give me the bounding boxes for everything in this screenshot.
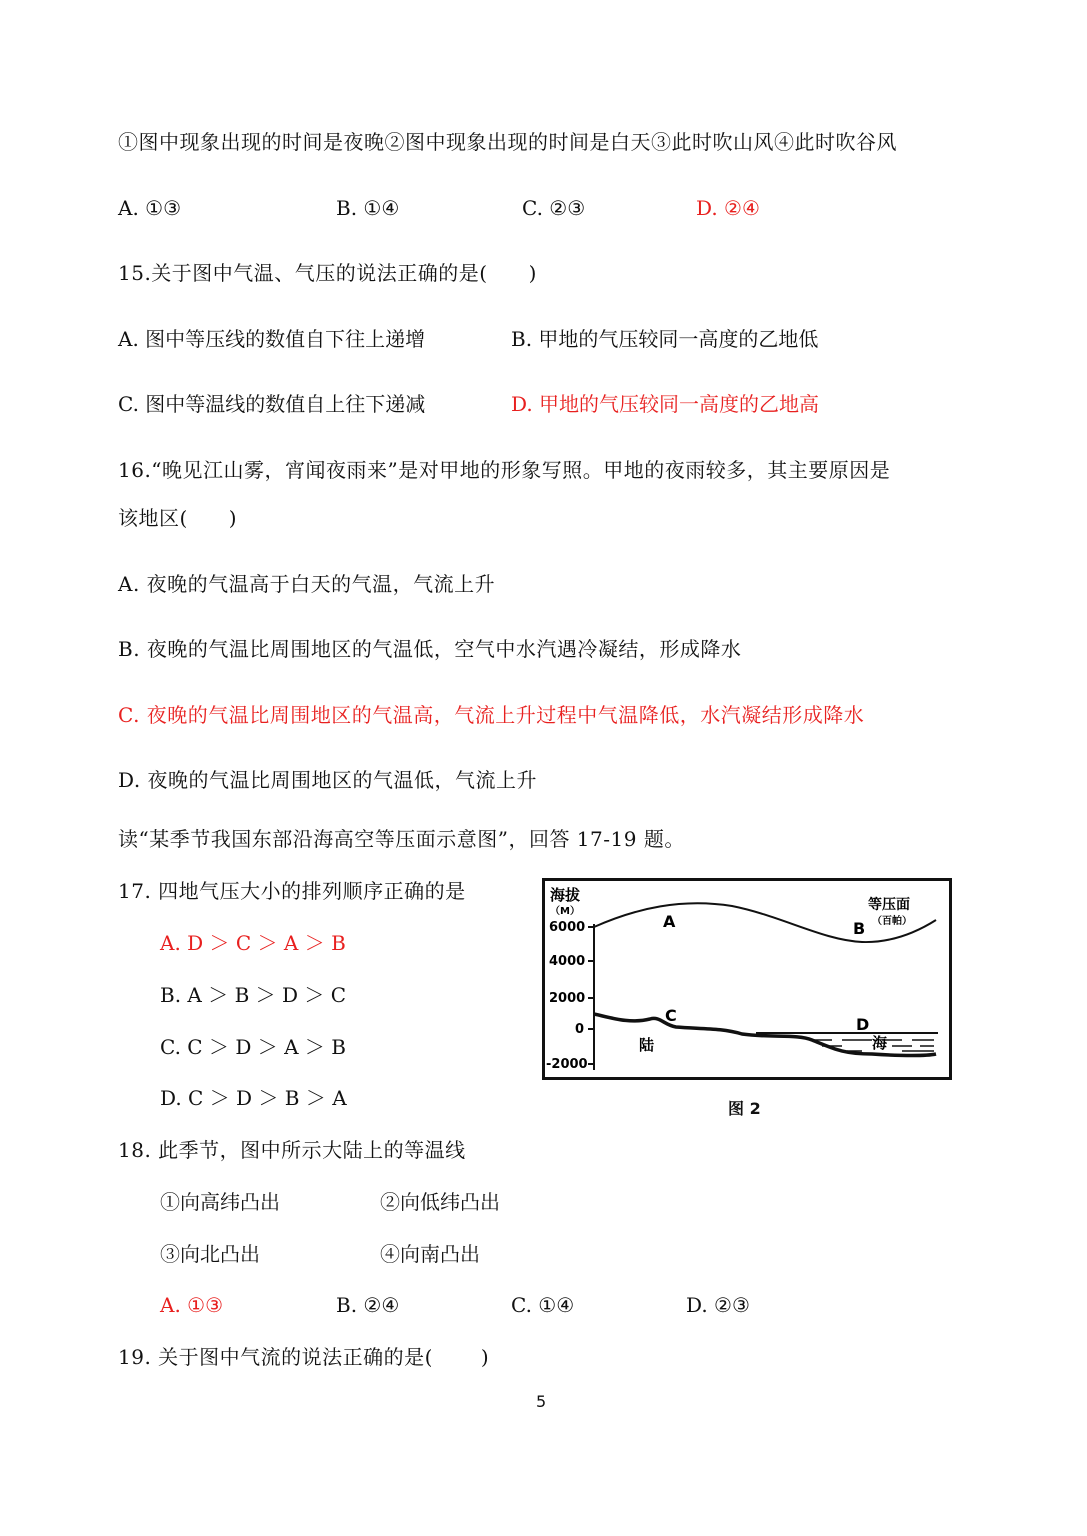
q18-item-3: ③向北凸出 — [160, 1242, 260, 1266]
q15-option-c: C. 图中等温线的数值自上往下递减 — [118, 392, 426, 416]
y-axis-title: 海拔 — [550, 886, 581, 904]
q19-stem: 19. 关于图中气流的说法正确的是( ) — [118, 1345, 490, 1369]
q15-option-d-answer: D. 甲地的气压较同一高度的乙地高 — [511, 392, 820, 416]
q14-option-a: A. ①③ — [118, 196, 182, 220]
q15-option-b: B. 甲地的气压较同一高度的乙地低 — [511, 327, 819, 351]
tick-4000: 4000 — [549, 954, 586, 969]
q14-option-c: C. ②③ — [522, 196, 586, 220]
point-a-label: A — [663, 912, 676, 931]
figure-caption: 图 2 — [728, 1099, 761, 1118]
point-d-label: D — [856, 1015, 870, 1034]
q14-statements: ①图中现象出现的时间是夜晚②图中现象出现的时间是白天③此时吹山风④此时吹谷风 — [118, 130, 897, 154]
q18-item-2: ②向低纬凸出 — [380, 1190, 500, 1214]
q17-stem: 17. 四地气压大小的排列顺序正确的是 — [118, 879, 466, 903]
q17-option-a-answer: A. D ＞ C ＞ A ＞ B — [160, 931, 346, 955]
q16-stem-line1: 16.“晚见江山雾，宵闻夜雨来”是对甲地的形象写照。甲地的夜雨较多，其主要原因是 — [118, 458, 891, 482]
q18-option-a-answer: A. ①③ — [160, 1293, 224, 1317]
isobar-diagram — [542, 878, 952, 1080]
q16-option-a: A. 夜晚的气温高于白天的气温，气流上升 — [118, 572, 496, 596]
isobar-unit: （百帕） — [872, 916, 912, 927]
q15-stem: 15.关于图中气温、气压的说法正确的是( ) — [118, 261, 537, 285]
sea-label: 海 — [872, 1034, 888, 1052]
q16-option-d: D. 夜晚的气温比周围地区的气温低，气流上升 — [118, 768, 538, 792]
q18-option-c: C. ①④ — [511, 1293, 575, 1317]
point-c-label: C — [665, 1006, 677, 1025]
point-b-label: B — [853, 919, 866, 938]
q18-stem: 18. 此季节，图中所示大陆上的等温线 — [118, 1138, 466, 1162]
q14-option-d-answer: D. ②④ — [696, 196, 760, 220]
q17-option-b: B. A ＞ B ＞ D ＞ C — [160, 983, 347, 1007]
tick-2000: 2000 — [549, 991, 586, 1006]
tick-minus-2000: -2000 — [546, 1057, 588, 1072]
page-number: 5 — [536, 1392, 547, 1411]
q18-item-4: ④向南凸出 — [380, 1242, 480, 1266]
q15-option-a: A. 图中等压线的数值自下往上递增 — [118, 327, 426, 351]
q16-stem-line2: 该地区( ) — [118, 506, 238, 530]
intro-17-19: 读“某季节我国东部沿海高空等压面示意图”，回答 17-19 题。 — [118, 827, 685, 851]
tick-0: 0 — [575, 1022, 585, 1037]
q17-option-c: C. C ＞ D ＞ A ＞ B — [160, 1035, 346, 1059]
q16-option-b: B. 夜晚的气温比周围地区的气温低，空气中水汽遇冷凝结，形成降水 — [118, 637, 742, 661]
q18-item-1: ①向高纬凸出 — [160, 1190, 280, 1214]
q17-option-d: D. C ＞ D ＞ B ＞ A — [160, 1086, 347, 1110]
q14-option-b: B. ①④ — [336, 196, 400, 220]
q16-option-c-answer: C. 夜晚的气温比周围地区的气温高，气流上升过程中气温降低，水汽凝结形成降水 — [118, 703, 865, 727]
land-label: 陆 — [639, 1036, 655, 1054]
q18-option-b: B. ②④ — [336, 1293, 400, 1317]
isobar-label: 等压面 — [868, 897, 910, 913]
y-axis-unit: （M） — [550, 906, 580, 917]
q18-option-d: D. ②③ — [686, 1293, 750, 1317]
tick-6000: 6000 — [549, 920, 586, 935]
